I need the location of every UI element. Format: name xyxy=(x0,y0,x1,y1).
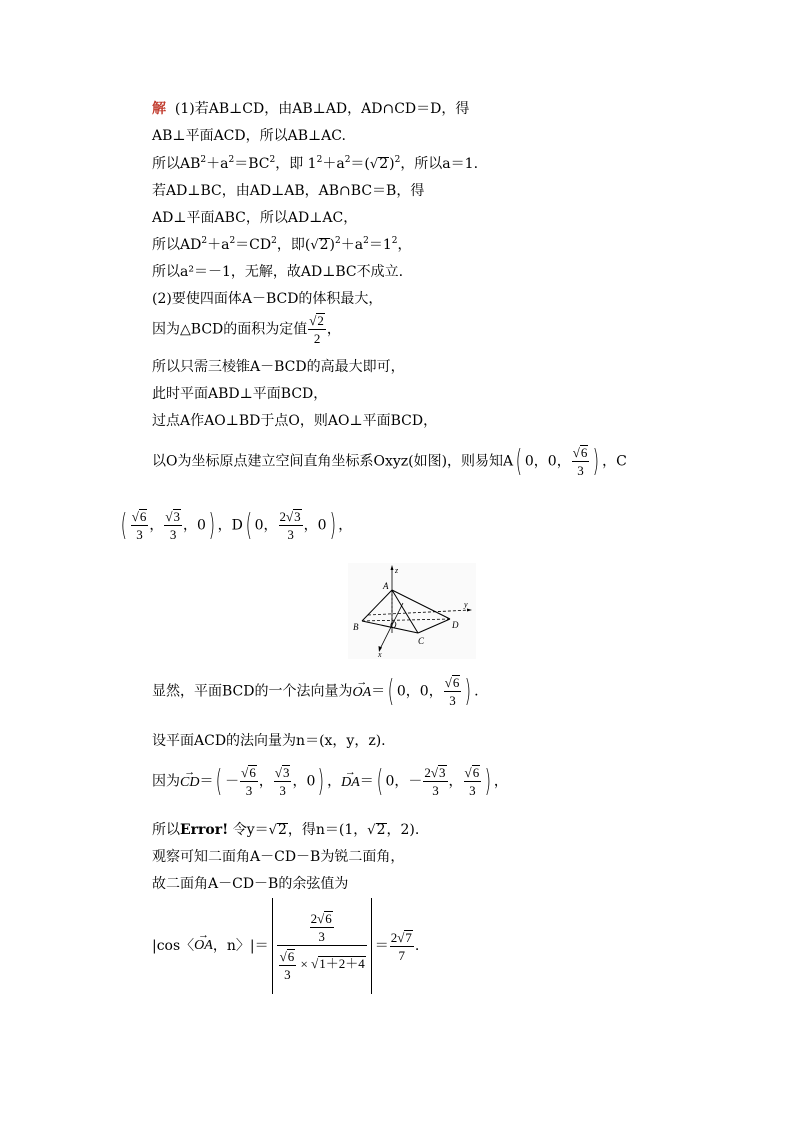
text: ＝1 xyxy=(368,237,392,253)
text: ， xyxy=(338,517,353,534)
text: . xyxy=(414,938,420,954)
label-y: y xyxy=(464,600,468,609)
line-16-text: 设平面ACD的法向量为n＝(x，y，z). xyxy=(152,733,386,749)
coefficient: 2 xyxy=(310,910,318,926)
text: 0，0， xyxy=(396,683,443,700)
sqrt-arg: 2 xyxy=(319,237,329,253)
fraction: $\frac{2√3}{3}$ xyxy=(279,509,301,542)
text: ＝ xyxy=(374,938,389,954)
fraction: $\frac{√6}{3}$ xyxy=(131,509,147,542)
sqrt-arg: 6 xyxy=(325,910,332,926)
denominator: 3 xyxy=(169,527,177,542)
text: 所以AD xyxy=(152,237,202,253)
error-text: Error! xyxy=(180,822,229,838)
sqrt-arg: 2 xyxy=(376,822,386,838)
sqrt-arg: 6 xyxy=(580,445,588,460)
text: 因为△BCD的面积为定值 xyxy=(152,321,308,338)
line-19 xyxy=(152,848,404,866)
text: 0，0， xyxy=(524,453,571,470)
text: 0 xyxy=(306,773,316,790)
line-18: 所以Error! 令y＝√2，得n＝(1，√2，2). xyxy=(152,822,420,838)
line-11 xyxy=(152,385,327,403)
sqrt-arg: 3 xyxy=(173,509,180,524)
label-D: D xyxy=(452,620,459,630)
fraction: $\frac{2√6}{3}$ xyxy=(310,910,332,944)
line-20 xyxy=(152,875,348,893)
line-4-text: 若AD⊥BC，由AD⊥AB，AB∩BC＝B，得 xyxy=(152,183,425,199)
sqrt-arg: 2 xyxy=(317,313,324,328)
fraction: $\frac{2√7}{7}$ xyxy=(390,929,412,963)
denominator: 3 xyxy=(318,928,325,944)
line-10 xyxy=(152,358,405,376)
label-z: z xyxy=(395,566,399,575)
line-19-text: 观察可知二面角A－CD－B为锐二面角， xyxy=(152,849,405,865)
text: ) xyxy=(329,237,335,253)
text: ) xyxy=(389,156,395,172)
coordinate-figure xyxy=(348,563,476,659)
vector-CD: → CD xyxy=(180,774,199,792)
line-13: 以O为坐标原点建立空间直角坐标系Oxyz(如图)，则易知A( 0，0， $\frac{√6}{3}$ ) ，C xyxy=(152,443,627,479)
figure-background xyxy=(348,563,476,659)
text: ＝CD xyxy=(235,237,272,253)
denominator: 2 xyxy=(313,331,321,346)
line-4 xyxy=(152,182,424,200)
line-17: 因为→ CD＝( － $\frac{√6}{3}$ ， $\frac{√3}{3}$ ，0) ，→ DA＝( 0，－ $\frac{2√3}{3}$ ， $\frac{√6}{3}$ ) ， xyxy=(152,764,508,799)
sqrt-arg: 3 xyxy=(282,765,290,780)
coefficient: 2 xyxy=(390,929,398,945)
text: ，2). xyxy=(386,822,420,838)
text: ＝ xyxy=(199,773,214,790)
denominator: 3 xyxy=(449,693,456,708)
denominator: 3 xyxy=(287,527,294,542)
line-14: ( $\frac{√6}{3}$ ， $\frac{√3}{3}$ ，0) ，D( 0， $\frac{2√3}{3}$ ，0) ， xyxy=(120,507,353,543)
text: 所以 xyxy=(152,822,180,838)
fraction: $\frac{√3}{3}$ xyxy=(274,765,290,798)
text: ＋a xyxy=(207,237,230,253)
line-7-text: 所以a²＝－1，无解，故AD⊥BC不成立. xyxy=(152,264,404,280)
line-5 xyxy=(152,209,357,227)
line-2-text: AB⊥平面ACD，所以AB⊥AC. xyxy=(152,128,346,144)
denominator: 3 xyxy=(577,463,584,478)
sqrt-arg: 7 xyxy=(405,929,412,945)
text: ＝( xyxy=(350,156,370,172)
text: ，C xyxy=(602,453,627,470)
sqrt-arg: 3 xyxy=(294,509,301,524)
line-15: 显然，平面BCD的一个法向量为→ OA＝( 0，0， $\frac{√6}{3}$ ) . xyxy=(152,674,479,709)
label-C: C xyxy=(418,636,425,646)
fraction: $\frac{√2}{2}$ xyxy=(309,313,324,346)
sqrt-arg: 6 xyxy=(472,765,480,780)
line-2 xyxy=(152,127,346,145)
vector-DA: → DA xyxy=(341,774,360,792)
line-8-text: (2)要使四面体A－BCD的体积最大， xyxy=(152,291,383,307)
label-x: x xyxy=(378,650,382,659)
denominator: 3 xyxy=(432,783,439,798)
text: ，即 1 xyxy=(275,156,317,172)
text: 以O为坐标原点建立空间直角坐标系Oxyz(如图)，则易知A xyxy=(152,453,514,470)
fraction: $\frac{√6}{3}$ xyxy=(241,765,256,798)
text: ，所以a＝1. xyxy=(400,156,479,172)
text: ，即( xyxy=(276,237,311,253)
line-9 xyxy=(152,312,341,347)
line-20-text: 故二面角A－CD－B的余弦值为 xyxy=(152,876,349,892)
sqrt-arg: 2 xyxy=(277,822,287,838)
fraction: $\frac{2√3}{3}$ xyxy=(424,765,446,798)
line-8 xyxy=(152,290,382,308)
fraction: $\frac{√6}{3}$ xyxy=(444,675,460,708)
times: × xyxy=(300,955,308,971)
line-10-text: 所以只需三棱锥A－BCD的高最大即可， xyxy=(152,359,405,375)
sqrt-arg: 1＋2＋4 xyxy=(319,955,365,971)
sqrt-arg: 6 xyxy=(249,765,256,780)
fraction: $\frac{√3}{3}$ xyxy=(165,509,180,542)
text: ＝ xyxy=(371,683,386,700)
denominator: 3 xyxy=(245,783,253,798)
line-1-text: (1)若AB⊥CD，由AB⊥AD，AD∩CD＝D，得 xyxy=(174,101,470,117)
text: ＋a xyxy=(340,237,364,253)
denominator: 7 xyxy=(398,947,406,963)
vector-OA: → OA xyxy=(194,937,213,955)
sqrt-arg: 6 xyxy=(139,509,147,524)
line-1 xyxy=(152,100,469,118)
sqrt-arg: 6 xyxy=(452,675,460,690)
text: ＋a xyxy=(206,156,229,172)
solution-label: 解 xyxy=(152,101,166,117)
text: ＋a xyxy=(322,156,345,172)
sqrt-arg: 3 xyxy=(439,765,446,780)
denominator: 3 xyxy=(284,966,291,982)
fraction: $\frac{√6}{3}$ xyxy=(279,948,295,982)
text: － xyxy=(225,773,240,790)
line-21 xyxy=(152,898,419,994)
text: 所以AB xyxy=(152,156,201,172)
text: ，0 xyxy=(183,517,206,534)
line-12 xyxy=(152,412,437,430)
text: ＝BC xyxy=(234,156,270,172)
denominator: 3 xyxy=(469,783,476,798)
text: 显然，平面BCD的一个法向量为 xyxy=(152,683,353,700)
fraction: $\frac{√6}{3}$ xyxy=(572,445,588,478)
label-B: B xyxy=(353,622,359,632)
text: ， xyxy=(326,321,341,338)
text: ，0 xyxy=(303,517,327,534)
big-fraction: $\frac{2√6}{3}$ $\frac{√6}{3}$ × √1＋2＋4 xyxy=(277,910,367,983)
text: . xyxy=(474,683,479,700)
line-16 xyxy=(152,732,386,750)
sqrt-arg: 6 xyxy=(287,948,295,964)
line-5-text: AD⊥平面ABC，所以AD⊥AC， xyxy=(152,210,358,226)
line-3: 所以$AB^2+a^2=BC^2$，即 $1^2+a^2=(√2)^2$，所以a＝1. xyxy=(152,155,479,172)
text: ，得n＝(1， xyxy=(287,822,368,838)
text: ，D xyxy=(217,517,243,534)
text: ，n〉|＝ xyxy=(212,938,269,954)
text: 0， xyxy=(254,517,278,534)
denominator: 3 xyxy=(136,527,143,542)
line-11-text: 此时平面ABD⊥平面BCD， xyxy=(152,386,328,402)
label-A: A xyxy=(383,581,389,591)
line-12-text: 过点A作AO⊥BD于点O，则AO⊥平面BCD， xyxy=(152,413,438,429)
line-6: 所以$AD^2+a^2=CD^2$，即$(√2)^2+a^2=1^2$， xyxy=(152,236,412,253)
denominator: 3 xyxy=(279,783,286,798)
fraction: $\frac{√6}{3}$ xyxy=(464,765,480,798)
coefficient: 2 xyxy=(279,509,287,524)
line-7 xyxy=(152,263,403,281)
text: 因为 xyxy=(152,773,180,790)
label-O: O xyxy=(390,620,397,630)
text: 令y＝ xyxy=(232,822,269,838)
coefficient: 2 xyxy=(424,765,431,780)
text: 0，－ xyxy=(385,773,423,790)
text: |cos〈 xyxy=(152,938,195,954)
sqrt-arg: 2 xyxy=(379,156,389,172)
text: ， xyxy=(397,237,412,253)
vector-OA: → OA xyxy=(352,684,371,702)
